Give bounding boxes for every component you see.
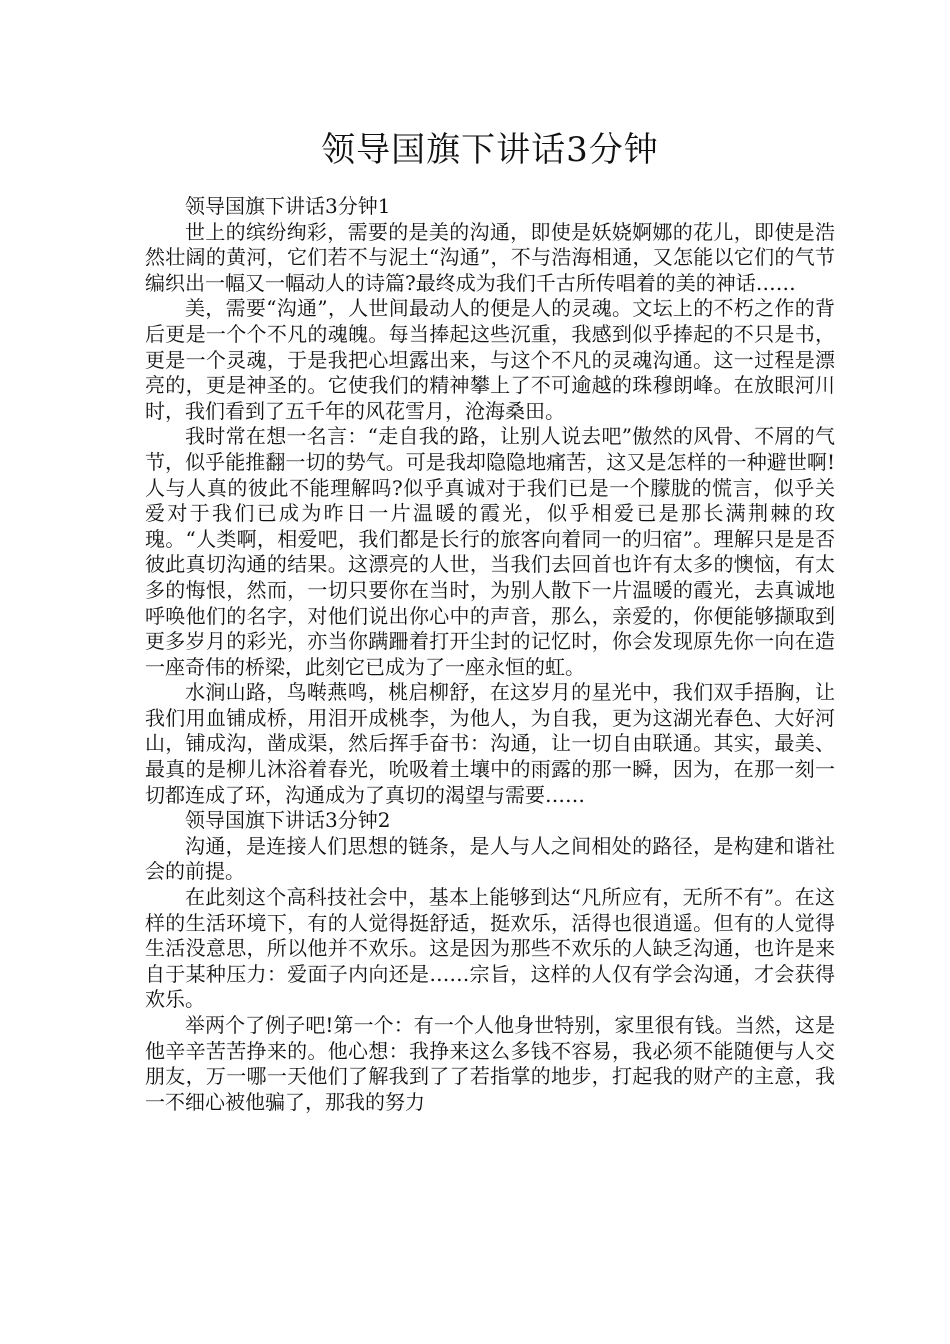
paragraph: 举两个了例子吧!第一个：有一个人他身世特别，家里很有钱。当然，这是他辛辛苦苦挣来的。他心想：我挣来这么多钱不容易，我必须不能随便与人交朋友，万一哪一天他们了解我到了了若指掌的地步，打起我的财产的主意，我一不细心被他骗了，那我的努力 (145, 1013, 835, 1114)
document-title: 领导国旗下讲话3分钟 (321, 130, 659, 170)
paragraph: 水涧山路，鸟啭燕鸣，桃启柳舒，在这岁月的星光中，我们双手捂胸，让我们用血铺成桥，用泪开成桃李，为他人，为自我，更为这湖光春色、大好河山，铺成沟，凿成渠，然后挥手奋书：沟通，让一切自由联通。其实，最美、最真的是柳儿沐浴着春光，吮吸着土壤中的雨露的那一瞬，因为，在那一刻一切都连成了环，沟通成为了真切的渴望与需要…… (145, 680, 835, 807)
section-heading-2: 领导国旗下讲话3分钟2 (185, 808, 391, 833)
paragraph: 美，需要“沟通”，人世间最动人的便是人的灵魂。文坛上的不朽之作的背后更是一个个不凡的魂魄。每当捧起这些沉重，我感到似乎捧起的不只是书，更是一个灵魂，于是我把心坦露出来，与这个不凡的灵魂沟通。这一过程是漂亮的，更是神圣的。它使我们的精神攀上了不可逾越的珠穆朗峰。在放眼河川时，我们看到了五千年的风花雪月，沧海桑田。 (145, 296, 835, 423)
document-page (145, 120, 835, 1115)
document-body (145, 194, 835, 1115)
paragraph: 沟通，是连接人们思想的链条，是人与人之间相处的路径，是构建和谐社会的前提。 (145, 833, 835, 884)
paragraph: 世上的缤纷绚彩，需要的是美的沟通，即使是妖娆婀娜的花儿，即使是浩然壮阔的黄河，它们若不与泥土“沟通”，不与浩海相通，又怎能以它们的气节编织出一幅又一幅动人的诗篇?最终成为我们千古所传唱着的美的神话…… (145, 219, 835, 295)
paragraph: 我时常在想一名言：“走自我的路，让别人说去吧”傲然的风骨、不屑的气节，似乎能推翻一切的势气。可是我却隐隐地痛苦，这又是怎样的一种避世啊!人与人真的彼此不能理解吗?似乎真诚对于我们已是一个朦胧的慌言，似乎关爱对于我们已成为昨日一片温暖的霞光，似乎相爱已是那长满荆棘的玫瑰。“人类啊，相爱吧，我们都是长行的旅客向着同一的归宿”。理解只是是否彼此真切沟通的结果。这漂亮的人世，当我们去回首也许有太多的懊恼，有太多的悔恨，然而，一切只要你在当时，为别人散下一片温暖的霞光，去真诚地呼唤他们的名字，对他们说出你心中的声音，那么，亲爱的，你便能够撷取到更多岁月的彩光，亦当你蹒跚着打开尘封的记忆时，你会发现原先你一向在造一座奇伟的桥梁，此刻它已成为了一座永恒的虹。 (145, 424, 835, 679)
section-heading-1: 领导国旗下讲话3分钟1 (185, 194, 391, 218)
paragraph: 在此刻这个高科技社会中，基本上能够到达“凡所应有，无所不有”。在这样的生活环境下，有的人觉得挺舒适，挺欢乐，活得也很逍遥。但有的人觉得生活没意思，所以他并不欢乐。这是因为那些不欢乐的人缺乏沟通，也许是来自于某种压力：爱面子内向还是……宗旨，这样的人仅有学会沟通，才会获得欢乐。 (145, 885, 835, 1012)
